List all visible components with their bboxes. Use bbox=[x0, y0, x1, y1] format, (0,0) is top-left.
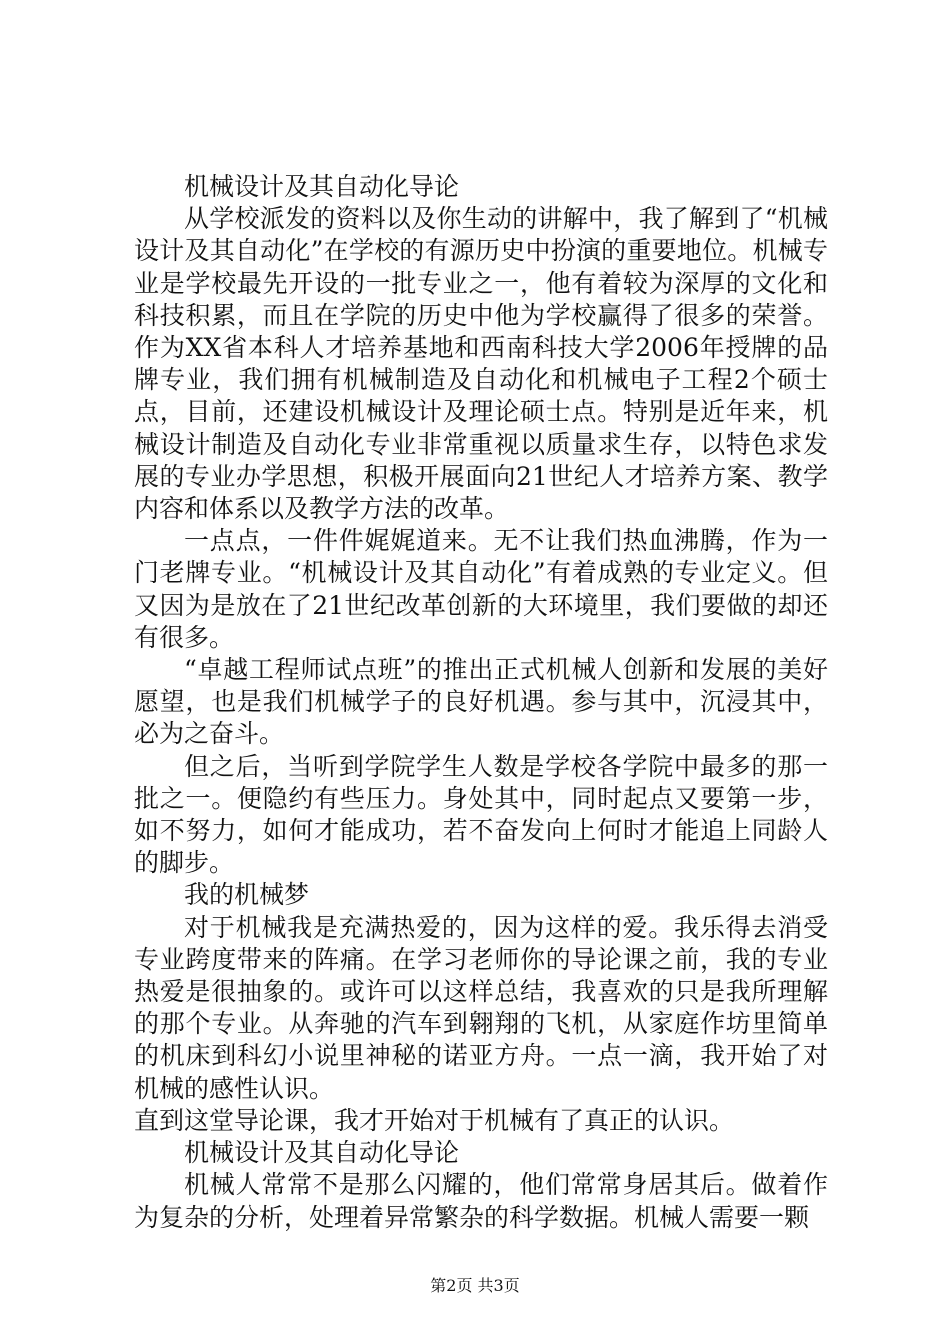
paragraph: 从学校派发的资料以及你生动的讲解中，我了解到了“机械设计及其自动化”在学校的有源历史中扮演的重要地位。机械专业是学校最先开设的一批专业之一，他有着较为深厚的文化和科技积累，而且在学院的历史中他为学校赢得了很多的荣誉。作为XX省本科人才培养基地和西南科技大学2006年授牌的品牌专业，我们拥有机械制造及自动化和机械电子工程2个硕士点，目前，还建设机械设计及理论硕士点。特别是近年来，机械设计制造及自动化专业非常重视以质量求生存，以特色求发展的专业办学思想，积极开展面向21世纪人才培养方案、教学内容和体系以及教学方法的改革。 bbox=[134, 204, 828, 524]
paragraph: 对于机械我是充满热爱的，因为这样的爱。我乐得去消受专业跨度带来的阵痛。在学习老师你的导论课之前，我的专业热爱是很抽象的。或许可以这样总结，我喜欢的只是我所理解的那个专业。从奔驰的汽车到翱翔的飞机，从家庭作坊里简单的机床到科幻小说里神秘的诺亚方舟。一点一滴，我开始了对机械的感性认识。 bbox=[134, 912, 828, 1103]
section-heading: 机械设计及其自动化导论 bbox=[184, 172, 460, 201]
paragraph: 直到这堂导论课，我才开始对于机械有了真正的认识。 bbox=[134, 1105, 735, 1135]
page-number-label: 第2页 共3页 bbox=[430, 1276, 520, 1295]
paragraph: 机械人常常不是那么闪耀的，他们常常身居其后。做着作为复杂的分析，处理着异常繁杂的科学数据。机械人需要一颗 bbox=[134, 1170, 828, 1232]
document-body bbox=[134, 171, 828, 1234]
paragraph: “卓越工程师试点班”的推出正式机械人创新和发展的美好愿望，也是我们机械学子的良好机遇。参与其中，沉浸其中，必为之奋斗。 bbox=[134, 655, 828, 749]
paragraph: 但之后，当听到学院学生人数是学校各学院中最多的那一批之一。便隐约有些压力。身处其中，同时起点又要第一步，如不努力，如何才能成功，若不奋发向上何时才能追上同龄人的脚步。 bbox=[134, 751, 828, 878]
paragraph: 一点点，一件件娓娓道来。无不让我们热血沸腾，作为一门老牌专业。“机械设计及其自动化”有着成熟的专业定义。但又因为是放在了21世纪改革创新的大环境里，我们要做的却还有很多。 bbox=[134, 526, 828, 652]
section-heading: 机械设计及其自动化导论 bbox=[184, 1138, 460, 1168]
page-footer bbox=[0, 1276, 950, 1296]
section-heading: 我的机械梦 bbox=[184, 880, 310, 910]
